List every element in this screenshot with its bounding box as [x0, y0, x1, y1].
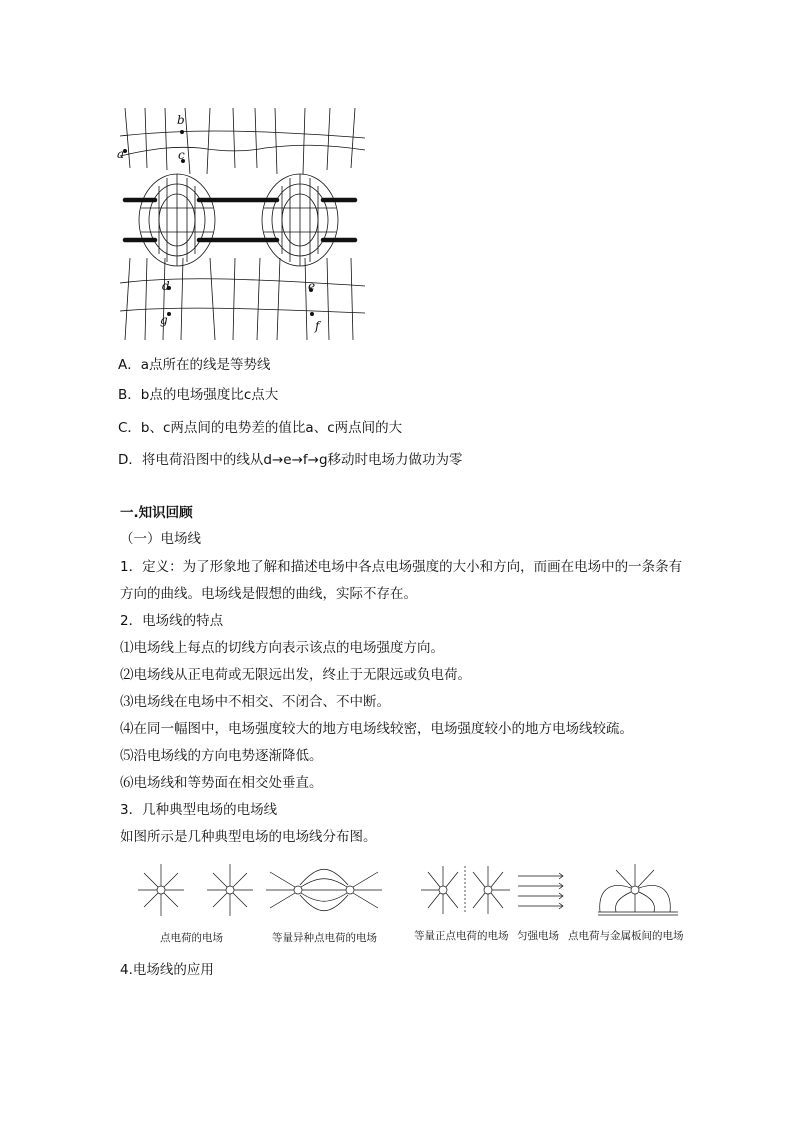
charge-plate-diagram	[598, 864, 678, 915]
point-label-e: e	[308, 279, 316, 293]
caption-uniform-field: 匀强电场	[517, 930, 559, 942]
definition-line-1: 1．定义：为了形象地了解和描述电场中各点电场强度的大小和方向，而画在电场中的一条条有	[120, 559, 683, 575]
point-label-a: a	[117, 147, 125, 161]
option-c: C．b、c两点间的电势差的值比a、c两点间的大	[118, 420, 403, 436]
feature-item-1: ⑴电场线上每点的切线方向表示该点的电场强度方向。	[120, 640, 444, 656]
typical-fields-figure	[138, 862, 688, 924]
point-charge-diagram-1	[138, 864, 184, 916]
like-charges-diagram	[421, 866, 510, 914]
feature-item-3: ⑶电场线在电场中不相交、不闭合、不中断。	[120, 694, 390, 710]
point-label-c: c	[178, 148, 185, 162]
section-subheading: （一）电场线	[120, 531, 201, 547]
point-label-g: g	[160, 313, 168, 327]
point-label-d: d	[162, 279, 170, 293]
point-charge-diagram-2	[207, 864, 253, 916]
point-label-b: b	[177, 113, 185, 127]
feature-item-2: ⑵电场线从正电荷或无限远出发，终止于无限远或负电荷。	[120, 667, 471, 683]
field-line-figure	[115, 108, 370, 340]
point-label-f: f	[315, 319, 320, 333]
caption-charge-plate: 点电荷与金属板间的电场	[568, 930, 684, 942]
caption-point-charge: 点电荷的电场	[160, 932, 223, 944]
opposite-charges-diagram	[266, 869, 382, 911]
option-b: B．b点的电场强度比c点大	[118, 387, 279, 403]
feature-item-5: ⑸沿电场线的方向电势逐渐降低。	[120, 748, 323, 764]
features-title: 2．电场线的特点	[120, 613, 224, 629]
uniform-field-diagram	[518, 873, 563, 909]
caption-like-charges: 等量正点电荷的电场	[414, 930, 509, 942]
caption-opposite-charges: 等量异种点电荷的电场	[272, 932, 377, 944]
typical-description: 如图所示是几种典型电场的电场线分布图。	[120, 829, 377, 845]
section-heading: 一.知识回顾	[120, 505, 193, 521]
typical-title: 3．几种典型电场的电场线	[120, 802, 278, 818]
feature-item-6: ⑹电场线和等势面在相交处垂直。	[120, 775, 323, 791]
definition-line-2: 方向的曲线。电场线是假想的曲线，实际不存在。	[120, 586, 417, 602]
feature-item-4: ⑷在同一幅图中，电场强度较大的地方电场线较密，电场强度较小的地方电场线较疏。	[120, 721, 633, 737]
option-d: D．将电荷沿图中的线从d→e→f→g移动时电场力做功为零	[118, 452, 463, 468]
option-a: A．a点所在的线是等势线	[118, 357, 271, 373]
application-title: 4.电场线的应用	[120, 962, 214, 978]
